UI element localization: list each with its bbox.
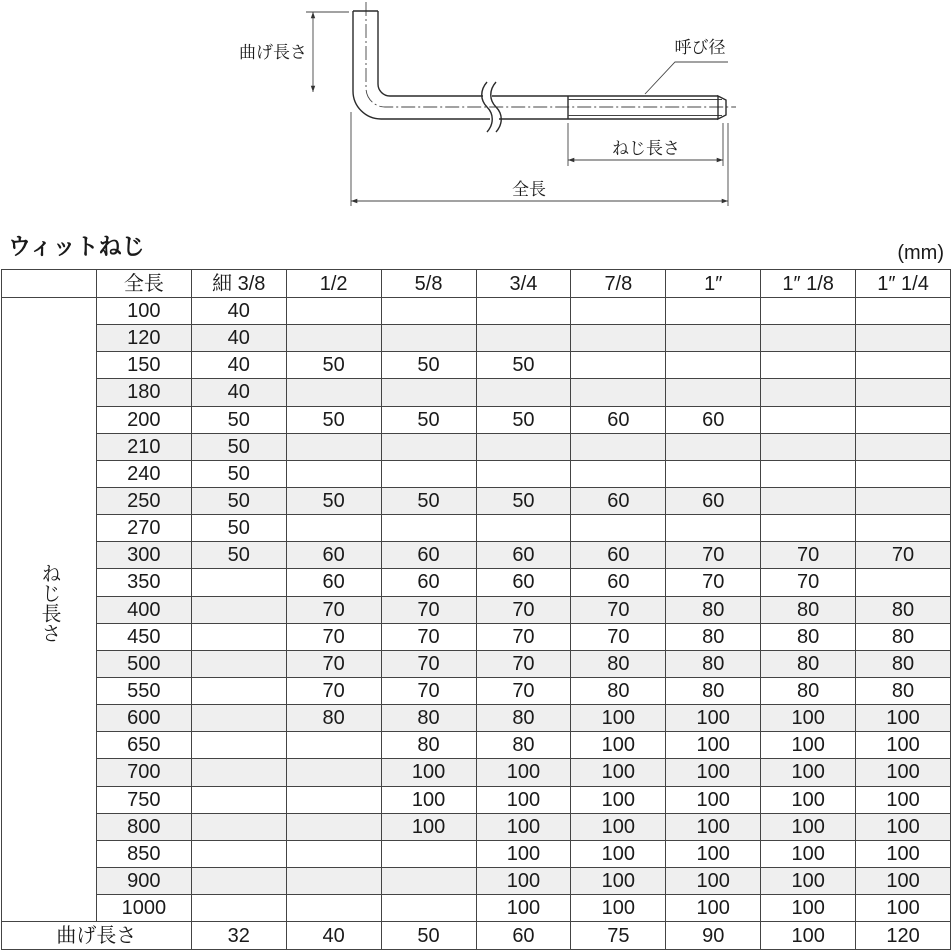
thread-length-cell (856, 515, 951, 542)
thread-length-cell: 80 (382, 705, 477, 732)
thread-length-cell: 100 (666, 732, 761, 759)
thread-length-cell: 50 (192, 461, 287, 488)
thread-length-cell (666, 515, 761, 542)
thread-length-cell (287, 298, 382, 325)
thread-length-cell (192, 841, 287, 868)
thread-length-cell (571, 325, 666, 352)
thread-length-cell (856, 569, 951, 596)
thread-length-cell: 50 (192, 515, 287, 542)
thread-length-cell: 80 (382, 732, 477, 759)
total-length-cell: 100 (97, 298, 192, 325)
thread-length-cell: 100 (666, 787, 761, 814)
thread-length-cell: 80 (856, 651, 951, 678)
thread-length-cell (477, 434, 572, 461)
thread-length-cell: 70 (571, 597, 666, 624)
total-length-cell: 500 (97, 651, 192, 678)
thread-length-cell (382, 515, 477, 542)
thread-length-cell (856, 488, 951, 515)
bend-length-cell: 100 (761, 922, 856, 950)
thread-length-cell: 50 (477, 352, 572, 379)
thread-length-cell: 70 (287, 651, 382, 678)
thread-length-label: ねじ長さ (612, 139, 680, 158)
thread-length-cell: 60 (666, 488, 761, 515)
total-length-cell: 400 (97, 597, 192, 624)
thread-length-cell: 60 (571, 542, 666, 569)
thread-length-cell: 80 (856, 624, 951, 651)
thread-length-cell: 100 (571, 732, 666, 759)
thread-length-cell (192, 895, 287, 922)
thread-length-cell: 100 (382, 759, 477, 786)
thread-length-cell: 70 (382, 597, 477, 624)
thread-length-cell: 100 (477, 814, 572, 841)
thread-length-cell (571, 298, 666, 325)
header-size: 5/8 (382, 270, 477, 298)
thread-length-cell (382, 298, 477, 325)
total-length-cell: 180 (97, 379, 192, 406)
thread-length-cell (287, 325, 382, 352)
header-size: 1/2 (287, 270, 382, 298)
thread-length-cell (761, 434, 856, 461)
thread-length-cell: 100 (856, 868, 951, 895)
total-length-cell: 700 (97, 759, 192, 786)
thread-length-cell: 60 (382, 569, 477, 596)
thread-length-cell (666, 379, 761, 406)
total-length-cell: 270 (97, 515, 192, 542)
bend-length-cell: 40 (287, 922, 382, 950)
thread-length-cell: 70 (666, 542, 761, 569)
thread-length-row-label: ねじ長さ (37, 562, 60, 643)
thread-length-cell: 50 (287, 352, 382, 379)
total-length-cell: 450 (97, 624, 192, 651)
header-total-length: 全長 (97, 270, 192, 298)
thread-length-cell (192, 705, 287, 732)
thread-length-cell (287, 759, 382, 786)
thread-length-cell: 100 (382, 787, 477, 814)
thread-length-cell: 100 (761, 814, 856, 841)
thread-length-cell: 60 (571, 407, 666, 434)
thread-length-cell (761, 325, 856, 352)
thread-length-cell (287, 434, 382, 461)
thread-length-cell (477, 515, 572, 542)
thread-length-cell (477, 461, 572, 488)
thread-length-cell (761, 379, 856, 406)
thread-length-cell (382, 868, 477, 895)
thread-length-cell: 50 (287, 407, 382, 434)
thread-length-cell: 70 (477, 624, 572, 651)
total-length-cell: 240 (97, 461, 192, 488)
thread-length-cell (192, 732, 287, 759)
thread-length-cell: 50 (192, 542, 287, 569)
thread-length-cell: 100 (761, 732, 856, 759)
thread-length-cell (287, 841, 382, 868)
thread-length-cell: 80 (571, 678, 666, 705)
bend-length-cell: 50 (382, 922, 477, 950)
thread-length-cell (761, 298, 856, 325)
thread-length-cell (192, 624, 287, 651)
thread-length-cell: 100 (477, 787, 572, 814)
thread-length-cell (666, 298, 761, 325)
nominal-diameter-leader-line (645, 62, 728, 94)
thread-length-cell: 50 (192, 407, 287, 434)
thread-length-group-cell (2, 298, 97, 922)
thread-length-cell: 80 (761, 624, 856, 651)
total-length-dimension (351, 112, 728, 206)
thread-length-cell: 50 (477, 407, 572, 434)
thread-length-cell: 100 (477, 759, 572, 786)
thread-length-cell (382, 895, 477, 922)
bend-length-dimension (239, 12, 349, 92)
thread-length-cell: 100 (571, 841, 666, 868)
thread-length-cell: 60 (477, 542, 572, 569)
thread-length-cell (192, 651, 287, 678)
thread-length-cell (571, 434, 666, 461)
thread-length-cell: 70 (382, 678, 477, 705)
thread-length-cell (192, 868, 287, 895)
total-length-cell: 250 (97, 488, 192, 515)
thread-length-cell: 70 (761, 542, 856, 569)
thread-length-cell: 60 (287, 569, 382, 596)
thread-length-cell: 80 (287, 705, 382, 732)
thread-length-cell: 40 (192, 325, 287, 352)
thread-length-cell (382, 841, 477, 868)
thread-length-cell: 50 (382, 488, 477, 515)
thread-length-cell (192, 678, 287, 705)
thread-length-cell: 70 (571, 624, 666, 651)
thread-length-cell: 60 (382, 542, 477, 569)
thread-length-cell: 100 (856, 705, 951, 732)
thread-length-dimension (568, 123, 723, 166)
thread-length-cell: 80 (856, 597, 951, 624)
thread-length-cell (382, 461, 477, 488)
thread-length-cell: 70 (477, 597, 572, 624)
thread-length-cell: 100 (856, 841, 951, 868)
thread-length-cell: 80 (666, 624, 761, 651)
thread-length-cell: 70 (666, 569, 761, 596)
unit-label: (mm) (897, 242, 944, 264)
thread-length-cell (192, 597, 287, 624)
thread-length-cell: 80 (477, 732, 572, 759)
thread-length-cell (287, 461, 382, 488)
thread-length-cell (192, 569, 287, 596)
thread-length-cell (666, 434, 761, 461)
thread-length-cell (192, 787, 287, 814)
thread-length-cell: 60 (477, 569, 572, 596)
thread-length-cell: 70 (287, 678, 382, 705)
thread-length-cell: 100 (761, 841, 856, 868)
thread-length-cell: 70 (477, 651, 572, 678)
thread-length-cell: 80 (666, 651, 761, 678)
total-length-cell: 1000 (97, 895, 192, 922)
thread-length-cell (382, 434, 477, 461)
thread-length-cell: 100 (856, 732, 951, 759)
header-size: 1″ 1/4 (856, 270, 951, 298)
total-length-cell: 120 (97, 325, 192, 352)
thread-length-cell: 50 (192, 488, 287, 515)
thread-length-cell (382, 379, 477, 406)
thread-length-cell: 50 (287, 488, 382, 515)
thread-length-cell (761, 488, 856, 515)
nominal-diameter-leader (645, 38, 728, 94)
thread-length-cell: 50 (382, 352, 477, 379)
thread-length-cell (382, 325, 477, 352)
thread-length-cell (287, 868, 382, 895)
thread-length-cell: 80 (477, 705, 572, 732)
total-length-cell: 200 (97, 407, 192, 434)
thread-length-cell: 80 (856, 678, 951, 705)
header-size: 1″ (666, 270, 761, 298)
header-size: 細 3/8 (192, 270, 287, 298)
nominal-diameter-label: 呼び径 (674, 38, 726, 57)
header-size: 3/4 (477, 270, 572, 298)
thread-length-cell: 100 (571, 868, 666, 895)
thread-length-cell: 100 (571, 814, 666, 841)
total-length-cell: 300 (97, 542, 192, 569)
total-length-cell: 800 (97, 814, 192, 841)
total-length-cell: 210 (97, 434, 192, 461)
thread-length-cell: 70 (287, 597, 382, 624)
thread-length-cell (761, 515, 856, 542)
header-corner-cell (2, 270, 97, 298)
thread-length-cell: 100 (856, 759, 951, 786)
thread-length-cell (856, 461, 951, 488)
thread-length-cell: 70 (856, 542, 951, 569)
thread-length-cell: 50 (382, 407, 477, 434)
total-length-cell: 150 (97, 352, 192, 379)
thread-length-cell: 100 (666, 705, 761, 732)
total-length-label: 全長 (512, 180, 546, 199)
thread-length-cell: 100 (856, 787, 951, 814)
thread-length-cell: 60 (666, 407, 761, 434)
total-length-cell: 550 (97, 678, 192, 705)
header-size: 7/8 (571, 270, 666, 298)
header-size: 1″ 1/8 (761, 270, 856, 298)
thread-length-cell: 100 (571, 759, 666, 786)
bend-length-cell: 32 (192, 922, 287, 950)
thread-length-cell: 100 (856, 895, 951, 922)
thread-length-cell: 80 (761, 651, 856, 678)
thread-length-cell: 80 (666, 597, 761, 624)
l-bolt (353, 2, 736, 132)
thread-length-cell: 100 (571, 705, 666, 732)
thread-length-cell: 60 (287, 542, 382, 569)
thread-length-cell: 100 (477, 868, 572, 895)
thread-length-cell: 50 (477, 488, 572, 515)
thread-length-cell (666, 325, 761, 352)
thread-length-cell (571, 461, 666, 488)
total-length-cell: 850 (97, 841, 192, 868)
bend-length-cell: 75 (571, 922, 666, 950)
thread-length-table (1, 269, 951, 950)
thread-length-cell: 80 (761, 597, 856, 624)
thread-length-cell (761, 461, 856, 488)
thread-length-cell (571, 352, 666, 379)
thread-length-cell: 70 (761, 569, 856, 596)
thread-length-cell: 100 (666, 895, 761, 922)
table-title: ウィットねじ (8, 234, 145, 260)
bolt-inner-edge (378, 11, 483, 96)
total-length-cell: 650 (97, 732, 192, 759)
thread-length-cell: 60 (571, 488, 666, 515)
thread-length-cell (287, 814, 382, 841)
thread-length-cell: 100 (666, 759, 761, 786)
l-bolt-diagram (0, 0, 952, 214)
thread-length-cell: 100 (571, 787, 666, 814)
thread-length-cell: 40 (192, 298, 287, 325)
thread-length-cell (287, 895, 382, 922)
thread-length-cell: 50 (192, 434, 287, 461)
thread-length-cell (571, 515, 666, 542)
thread-length-cell (287, 787, 382, 814)
thread-length-cell: 100 (571, 895, 666, 922)
bend-length-row-label: 曲げ長さ (2, 922, 192, 950)
thread-length-cell: 80 (666, 678, 761, 705)
thread-length-cell (287, 379, 382, 406)
total-length-cell: 750 (97, 787, 192, 814)
thread-length-cell: 100 (761, 787, 856, 814)
bend-length-label: 曲げ長さ (239, 43, 307, 62)
thread-length-cell: 100 (477, 841, 572, 868)
thread-length-cell: 100 (761, 868, 856, 895)
bend-length-cell: 90 (666, 922, 761, 950)
thread-length-cell (856, 325, 951, 352)
thread-length-cell: 100 (856, 814, 951, 841)
thread-length-cell (571, 379, 666, 406)
thread-length-cell (761, 352, 856, 379)
thread-length-cell (287, 515, 382, 542)
total-length-cell: 350 (97, 569, 192, 596)
thread-length-cell (856, 379, 951, 406)
thread-length-cell (666, 461, 761, 488)
thread-length-cell (761, 407, 856, 434)
total-length-cell: 600 (97, 705, 192, 732)
thread-length-cell: 70 (382, 651, 477, 678)
thread-length-cell (856, 407, 951, 434)
bend-length-cell: 120 (856, 922, 951, 950)
thread-length-cell: 100 (761, 759, 856, 786)
thread-length-cell: 70 (287, 624, 382, 651)
bolt-outer-edge (353, 11, 490, 119)
thread-length-cell: 40 (192, 352, 287, 379)
thread-length-cell (192, 814, 287, 841)
thread-length-cell (666, 352, 761, 379)
thread-length-cell: 100 (761, 705, 856, 732)
thread-length-cell: 80 (761, 678, 856, 705)
bend-length-cell: 60 (477, 922, 572, 950)
thread-length-cell: 80 (571, 651, 666, 678)
total-length-cell: 900 (97, 868, 192, 895)
thread-length-cell (856, 298, 951, 325)
thread-length-cell: 100 (382, 814, 477, 841)
thread-length-cell: 70 (382, 624, 477, 651)
thread-length-cell: 100 (477, 895, 572, 922)
thread-length-cell: 100 (666, 841, 761, 868)
thread-length-cell (477, 379, 572, 406)
thread-length-cell (856, 434, 951, 461)
thread-length-cell (477, 325, 572, 352)
thread-length-cell: 100 (666, 868, 761, 895)
thread-length-cell (287, 732, 382, 759)
thread-length-cell (477, 298, 572, 325)
thread-length-cell: 100 (666, 814, 761, 841)
thread-length-cell: 40 (192, 379, 287, 406)
thread-length-cell: 60 (571, 569, 666, 596)
thread-length-cell (192, 759, 287, 786)
thread-length-cell (856, 352, 951, 379)
thread-length-cell: 70 (477, 678, 572, 705)
thread-length-cell: 100 (761, 895, 856, 922)
